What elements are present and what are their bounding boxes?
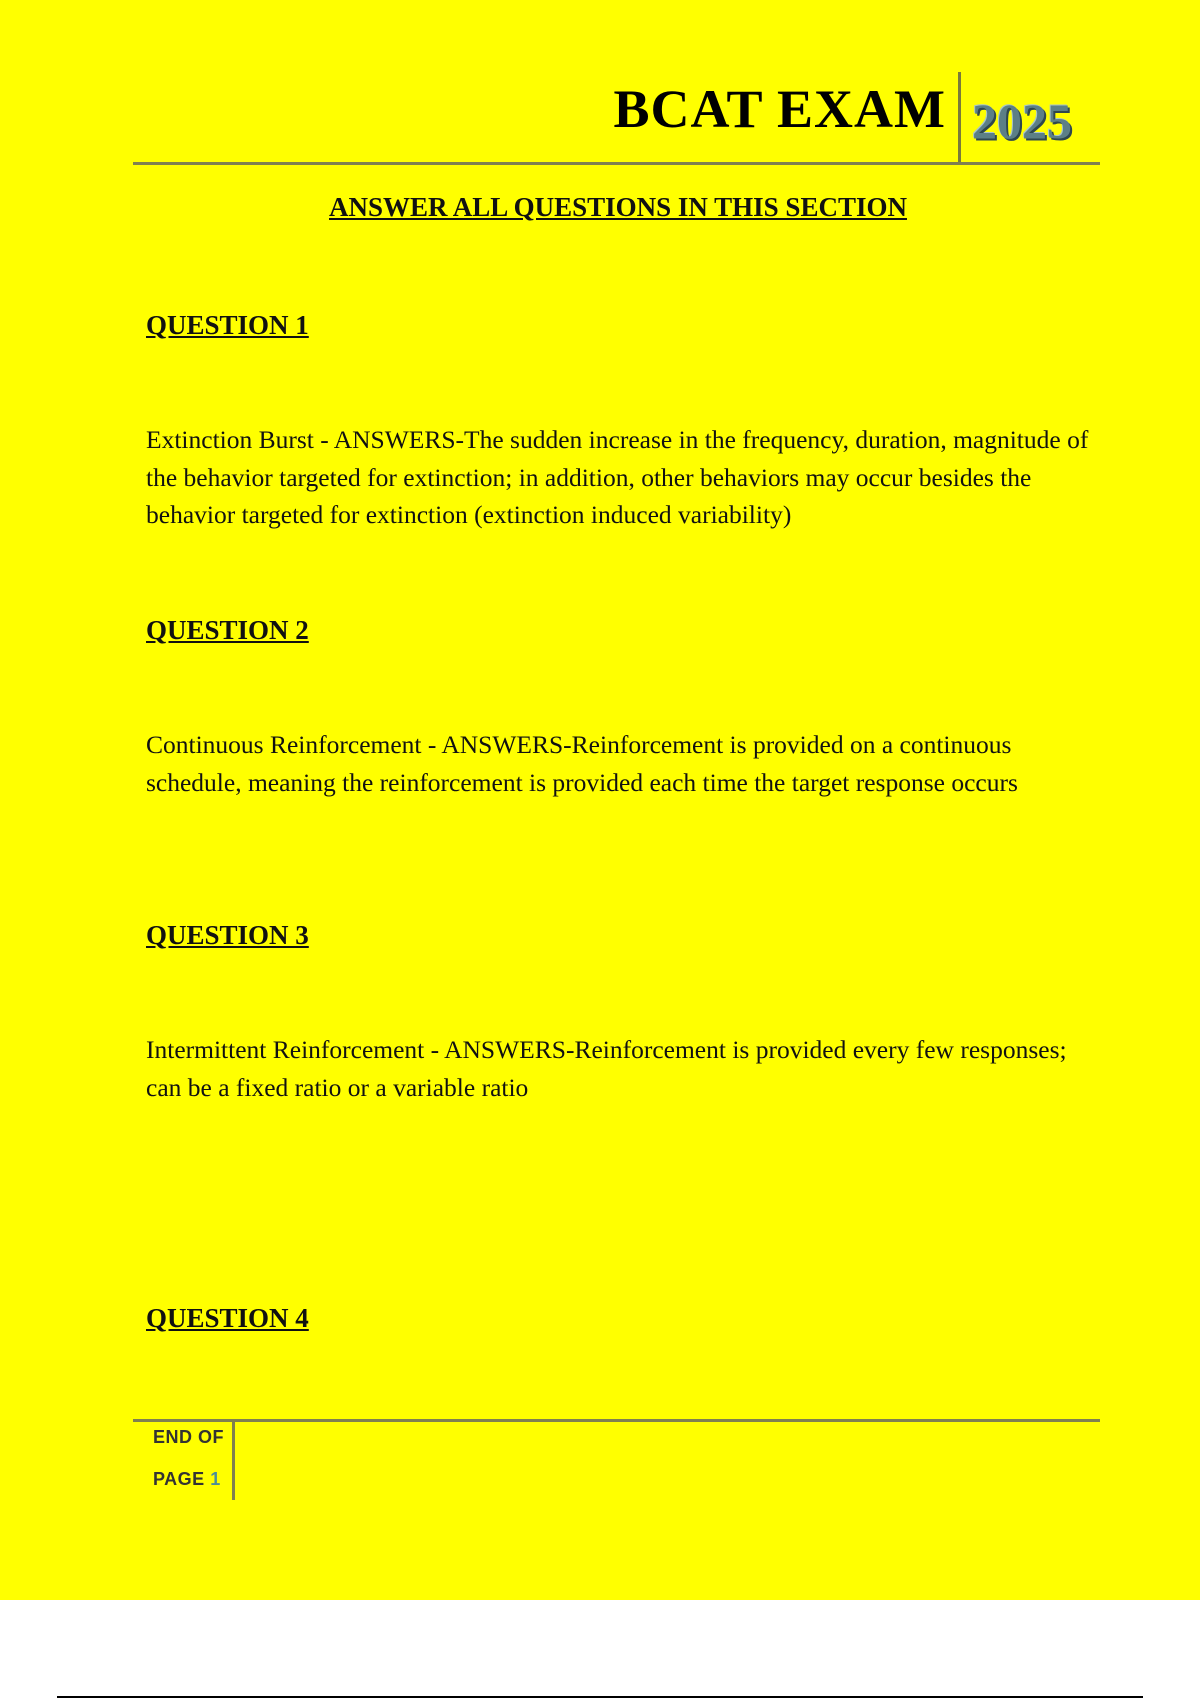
footer-divider — [232, 1422, 235, 1500]
header-rule — [133, 162, 1100, 165]
section-instruction: ANSWER ALL QUESTIONS IN THIS SECTION — [329, 192, 907, 222]
question-1-answer: Extinction Burst - ANSWERS-The sudden increase in the frequency, duration, magnitude of the behavior targeted for extinction; in addition, other behaviors may occur besides the behavior targeted for extinction (extinction induced variability) — [146, 425, 1089, 529]
question-2-answer: Continuous Reinforcement - ANSWERS-Reinforcement is provided on a continuous schedule, meaning the reinforcement is provided each time the target response occurs — [146, 730, 1018, 797]
exam-title: BCAT EXAM — [613, 79, 946, 139]
exam-year: 2025 — [972, 93, 1072, 149]
footer-page-prefix: PAGE — [153, 1469, 211, 1489]
question-2-heading: QUESTION 2 — [146, 615, 309, 645]
bottom-rule — [57, 1696, 1143, 1698]
footer-page-number: 1 — [210, 1469, 221, 1489]
question-4-heading: QUESTION 4 — [146, 1303, 309, 1333]
footer-rule — [133, 1419, 1100, 1422]
question-1-heading: QUESTION 1 — [146, 310, 309, 340]
header-divider — [958, 72, 961, 164]
question-3-heading: QUESTION 3 — [146, 920, 309, 950]
footer-page-label — [153, 1469, 221, 1490]
footer-end-of: END OF — [153, 1427, 225, 1447]
question-3-answer: Intermittent Reinforcement - ANSWERS-Reinforcement is provided every few responses; can be a fixed ratio or a variable ratio — [146, 1035, 1067, 1102]
